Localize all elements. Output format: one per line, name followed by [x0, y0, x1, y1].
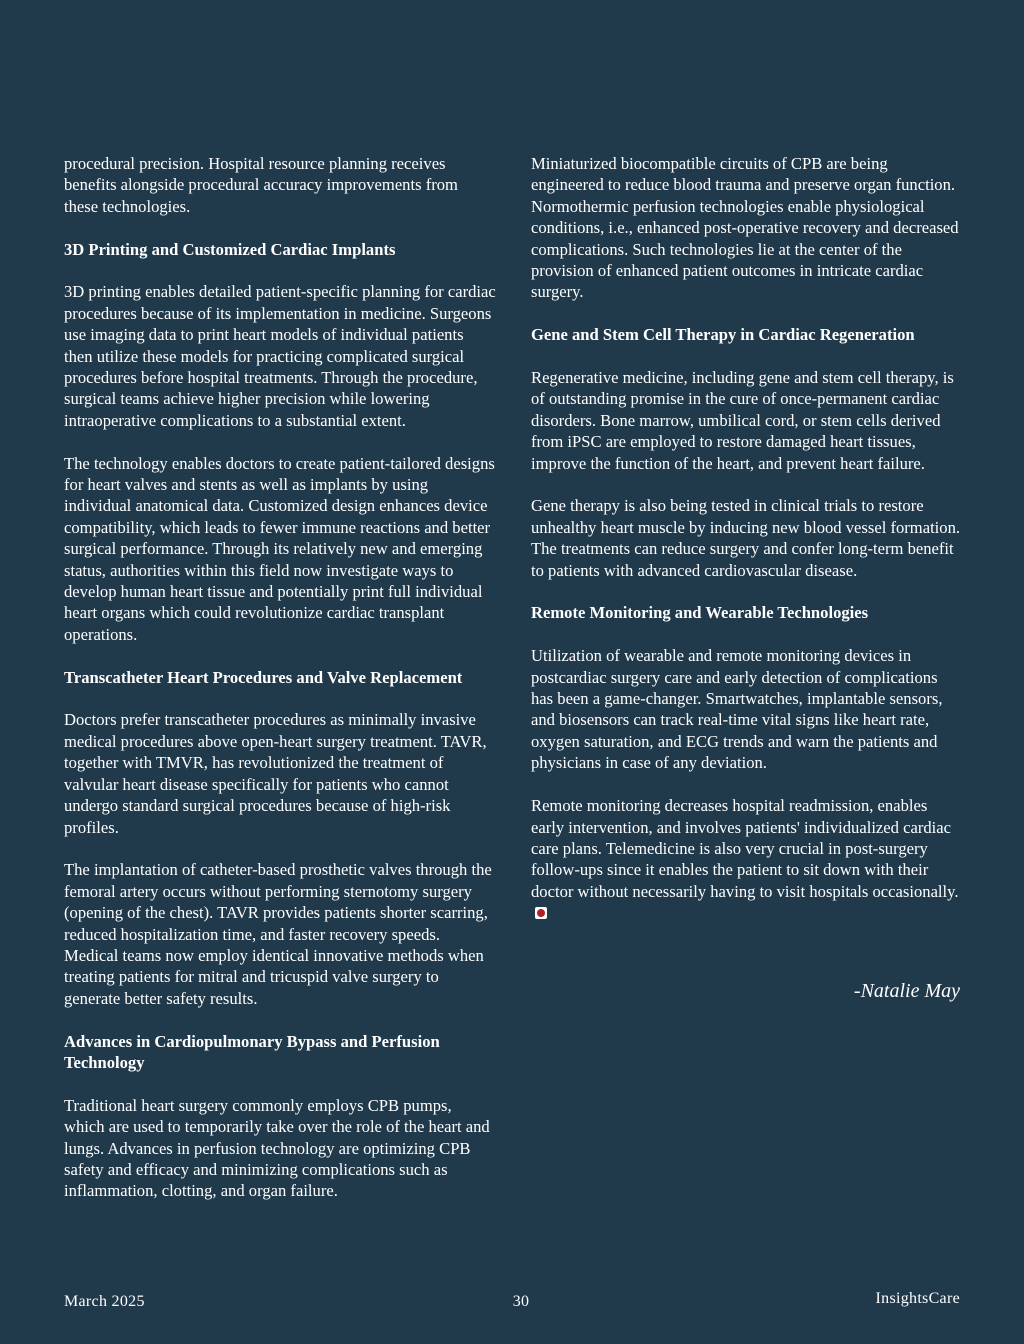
paragraph-text: Remote monitoring decreases hospital readmission, enables early intervention, and involves patients' individualized cardiac care plans. Telemedicine is also very crucial in post-surgery follow-ups since it enables the patient to sit down with their doctor without necessarily having to visit hospitals occasionally.	[531, 796, 959, 901]
paragraph: 3D printing enables detailed patient-specific planning for cardiac procedures because of its implementation in medicine. Surgeons use imaging data to print heart models of individual patients then utilize these models for practicing complicated surgical procedures before hospital treatments. Through the procedure, surgical teams achieve higher precision while lowering intraoperative complications to a substantial extent.	[64, 282, 496, 430]
paragraph: procedural precision. Hospital resource planning receives benefits alongside procedural accuracy improvements from these technologies.	[64, 154, 458, 216]
paragraph: Miniaturized biocompatible circuits of CPB are being engineered to reduce blood trauma and preserve organ function. Normothermic perfusion technologies enable physiological conditions, i.e., enhanced post-operative recovery and decreased complications. Such technologies lie at the center of the provision of enhanced patient outcomes in intricate cardiac surgery.	[531, 154, 959, 302]
paragraph: Traditional heart surgery commonly employs CPB pumps, which are used to temporarily take over the role of the heart and lungs. Advances in perfusion technology are optimizing CPB safety and efficacy and minimizing complications such as inflammation, clotting, and organ failure.	[64, 1095, 490, 1201]
section-heading-transcatheter: Transcatheter Heart Procedures and Valve Replacement	[64, 667, 463, 687]
paragraph: Gene therapy is also being tested in clinical trials to restore unhealthy heart muscle by inducing new blood vessel formation. The treatments can reduce surgery and confer long-term benefit to patients with advanced cardiovascular disease.	[531, 496, 961, 580]
paragraph: Regenerative medicine, including gene and stem cell therapy, is of outstanding promise in the cure of once-permanent cardiac disorders. Bone marrow, umbilical cord, or stem cells derived from iPSC are employed to restore damaged heart tissues, improve the function of the heart, and prevent heart failure.	[531, 368, 954, 473]
section-heading-3d-printing: 3D Printing and Customized Cardiac Implants	[64, 239, 396, 259]
footer-date: March 2025	[64, 1293, 145, 1310]
section-heading-cardiopulmonary-bypass: Advances in Cardiopulmonary Bypass and Perfusion Technology	[64, 1031, 440, 1072]
end-of-article-logo-icon	[535, 907, 547, 919]
paragraph: The implantation of catheter-based prosthetic valves through the femoral artery occurs without performing sternotomy surgery (opening of the chest). TAVR provides patients shorter scarring, reduced hospitalization time, and faster recovery speeds. Medical teams now employ identical innovative methods when treating patients for mitral and tricuspid valve surgery to generate better safety results.	[64, 860, 492, 1008]
paragraph: The technology enables doctors to create patient-tailored designs for heart valves and stents as well as implants by using individual anatomical data. Customized design enhances device compatibility, which leads to fewer immune reactions and better surgical performance. Through its relatively new and emerging status, authorities within this field now investigate ways to develop human heart tissue and potentially print full individual heart organs which could revolutionize cardiac transplant operations.	[64, 453, 495, 644]
footer-brand: InsightsCare	[875, 1290, 960, 1307]
paragraph: Utilization of wearable and remote monitoring devices in postcardiac surgery care and early detection of complications has been a game-changer. Smartwatches, implantable sensors, and biosensors can track real-time vital signs like heart rate, oxygen saturation, and ECG trends and warn the patients and physicians in case of any deviation.	[531, 646, 943, 773]
right-column	[531, 153, 963, 945]
page-number: 30	[512, 1293, 530, 1310]
section-heading-gene-stem-cell: Gene and Stem Cell Therapy in Cardiac Regeneration	[531, 325, 915, 345]
section-heading-remote-monitoring: Remote Monitoring and Wearable Technologies	[531, 603, 869, 623]
paragraph: Doctors prefer transcatheter procedures as minimally invasive medical procedures above open-heart surgery treatment. TAVR, together with TMVR, has revolutionized the treatment of valvular heart disease specifically for patients who cannot undergo standard surgical procedures because of high-risk profiles.	[64, 710, 487, 837]
author-signature: -Natalie May	[853, 980, 960, 1002]
last-paragraph	[531, 795, 963, 923]
left-column	[64, 153, 496, 1223]
